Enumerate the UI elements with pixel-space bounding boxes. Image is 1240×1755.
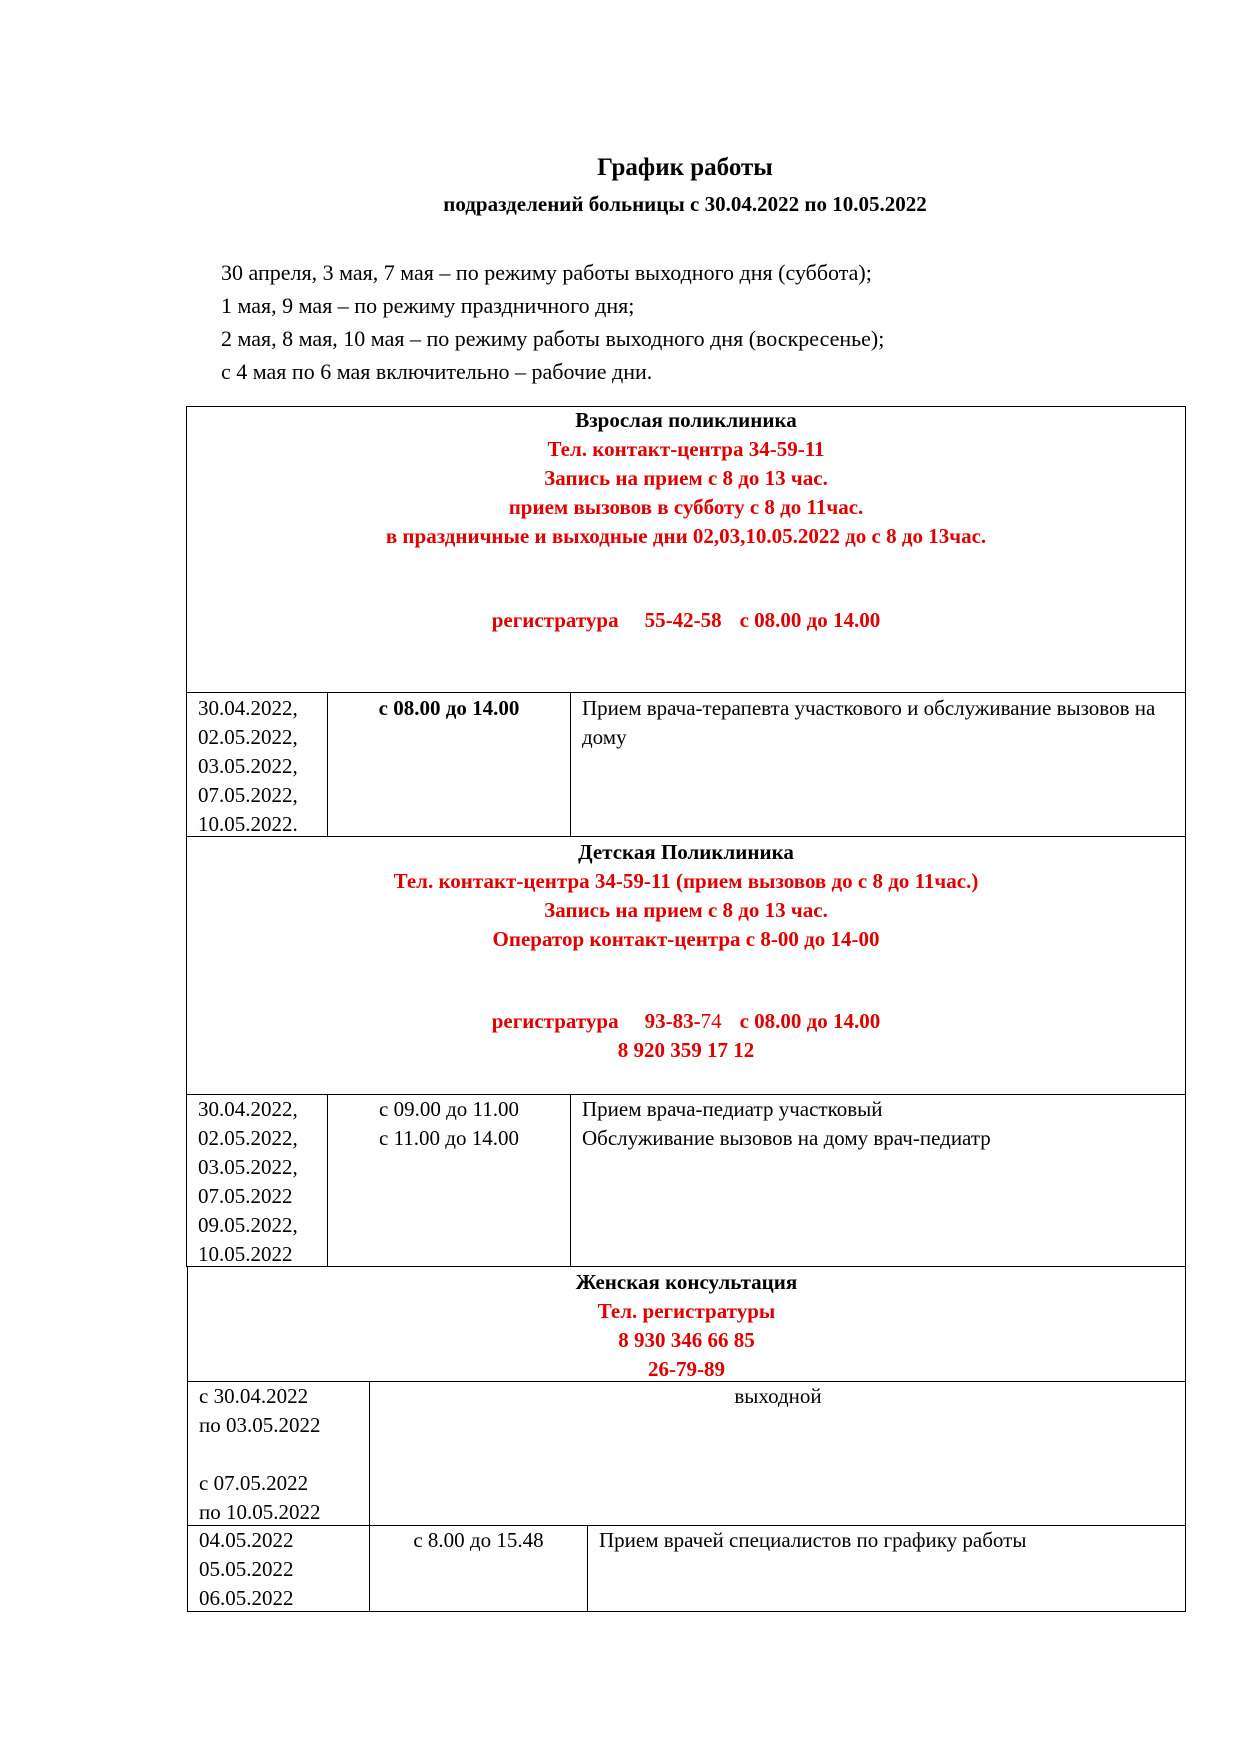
- child-clinic-header: [186, 838, 1186, 954]
- women-workday-dates: [199, 1526, 369, 1613]
- adult-saturday-calls: прием вызовов в субботу с 8 до 11час.: [508, 495, 864, 519]
- child-registry-phone-ext: 74: [700, 1009, 722, 1033]
- intro-line: 2 мая, 8 мая, 10 мая – по режиму работы выходного дня (воскресенье);: [221, 326, 885, 351]
- child-operator-hours: Оператор контакт-центра с 8-00 до 14-00: [492, 927, 880, 951]
- women-phone-mobile: 8 930 346 66 85: [618, 1328, 755, 1352]
- intro-line: 1 мая, 9 мая – по режиму праздничного дня;: [221, 293, 635, 318]
- date-item: 05.05.2022: [199, 1557, 294, 1581]
- date-item: 06.05.2022: [199, 1586, 294, 1610]
- child-hours: [328, 1095, 570, 1153]
- hours-item: с 11.00 до 14.00: [379, 1126, 519, 1150]
- date-item: по 03.05.2022: [199, 1413, 321, 1437]
- adult-registry-phone: 55-42-58: [644, 608, 722, 632]
- child-registry-label: регистратура: [491, 1009, 619, 1033]
- women-dayoff-dates: [199, 1382, 369, 1527]
- adult-booking-hours: Запись на прием с 8 до 13 час.: [544, 466, 828, 490]
- date-item: 07.05.2022: [198, 1184, 293, 1208]
- adult-dates: [198, 694, 326, 839]
- date-item: с 07.05.2022: [199, 1471, 309, 1495]
- child-registry: [186, 1007, 1186, 1065]
- adult-hours: с 08.00 до 14.00: [378, 696, 520, 720]
- adult-service-desc: Прием врача-терапевта участкового и обслуживание вызовов на дому: [582, 696, 1156, 749]
- page-subtitle: подразделений больницы с 30.04.2022 по 10.05.2022: [443, 192, 927, 216]
- date-item: 10.05.2022: [198, 1242, 293, 1266]
- adult-clinic-header: [186, 406, 1186, 551]
- desc-item: Прием врача-педиатр участковый: [582, 1097, 883, 1121]
- child-contact-phone: Тел. контакт-центра 34-59-11 (прием вызовов до с 8 до 11час.): [393, 869, 979, 893]
- date-item: 03.05.2022,: [198, 754, 298, 778]
- adult-contact-phone: Тел. контакт-центра 34-59-11: [547, 437, 825, 461]
- adult-clinic-name: Взрослая поликлиника: [575, 408, 797, 432]
- women-dayoff-status: выходной: [734, 1384, 822, 1408]
- date-item: по 10.05.2022: [199, 1500, 321, 1524]
- adult-registry: [186, 606, 1186, 635]
- page-title: График работы: [597, 154, 773, 181]
- women-clinic-name: Женская консультация: [575, 1270, 798, 1294]
- date-item: 30.04.2022,: [198, 696, 298, 720]
- women-phone-landline: 26-79-89: [648, 1357, 725, 1381]
- adult-registry-label: регистратура: [491, 608, 619, 632]
- date-item: 03.05.2022,: [198, 1155, 298, 1179]
- child-clinic-name: Детская Поликлиника: [578, 840, 794, 864]
- adult-holiday-hours: в праздничные и выходные дни 02,03,10.05.2022 до с 8 до 13час.: [385, 524, 987, 548]
- date-item: с 30.04.2022: [199, 1384, 309, 1408]
- date-item: 09.05.2022,: [198, 1213, 298, 1237]
- intro-list: [221, 256, 884, 388]
- child-registry-mobile: 8 920 359 17 12: [617, 1038, 755, 1062]
- date-item: 04.05.2022: [199, 1528, 294, 1552]
- date-item: 02.05.2022,: [198, 725, 298, 749]
- date-item: 10.05.2022.: [198, 812, 298, 836]
- child-booking-hours: Запись на прием с 8 до 13 час.: [544, 898, 828, 922]
- child-registry-phone: 93-83-: [644, 1009, 701, 1033]
- women-phone-label: Тел. регистратуры: [597, 1299, 776, 1323]
- intro-line: с 4 мая по 6 мая включительно – рабочие дни.: [221, 359, 653, 384]
- date-item: 07.05.2022,: [198, 783, 298, 807]
- date-item: 02.05.2022,: [198, 1126, 298, 1150]
- child-service-desc: [582, 1095, 1182, 1153]
- desc-item: Обслуживание вызовов на дому врач-педиатр: [582, 1126, 991, 1150]
- women-workday-hours: с 8.00 до 15.48: [413, 1528, 544, 1552]
- adult-registry-hours: с 08.00 до 14.00: [739, 608, 881, 632]
- women-clinic-header: [187, 1268, 1186, 1384]
- intro-line: 30 апреля, 3 мая, 7 мая – по режиму работы выходного дня (суббота);: [221, 260, 872, 285]
- hours-item: с 09.00 до 11.00: [379, 1097, 519, 1121]
- women-workday-desc: Прием врачей специалистов по графику работы: [599, 1528, 1027, 1552]
- child-registry-hours: с 08.00 до 14.00: [739, 1009, 881, 1033]
- child-dates: [198, 1095, 326, 1269]
- date-item: 30.04.2022,: [198, 1097, 298, 1121]
